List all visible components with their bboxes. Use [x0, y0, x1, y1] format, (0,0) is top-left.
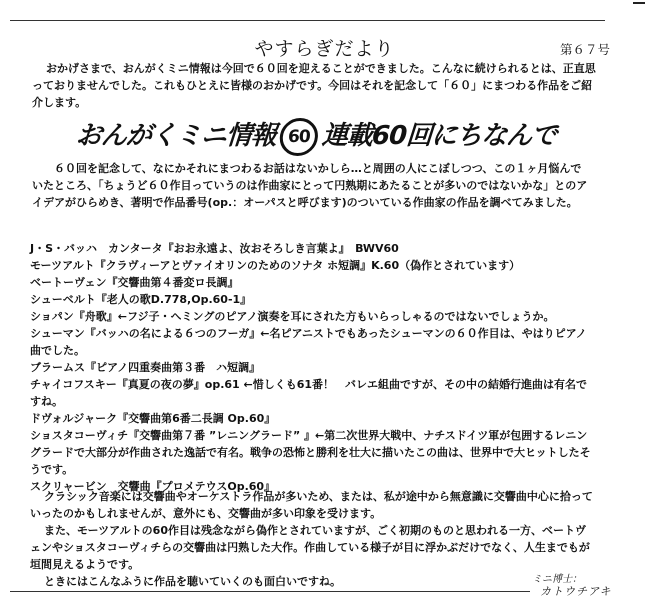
signature-label: ミニ博士： — [532, 574, 582, 585]
closing-paragraph: また、モーツアルトの60作目は残念ながら偽作とされていますが、ごく初期のものと思われる一方、ベートヴェンやショスタコーヴィチらの交響曲は円熟した大作。作曲している様子が目に浮かぶだけでなく、人生までもが垣間見えるようです。 — [30, 524, 590, 571]
corner-mark — [633, 2, 645, 4]
list-item: J・S・バッハ カンタータ『おお永遠よ、汝おそろしき言葉よ』 BWV60 — [30, 242, 399, 255]
headline-part1: おんがくミニ情報 — [74, 121, 277, 151]
list-item: ドヴォルジャーク『交響曲第6番二長調 Op.60』 — [30, 412, 276, 425]
body-paragraph: ６０回を記念して、なにかそれにまつわるお話はないかしら…と周囲の人にこぼしつつ、この１ヶ月悩んでいたところ、「ちょうど６０作目っていうのは作曲家にとって円熟期にあたることが多いのではないかな」とのアイデアがひらめき、著明で作品番号(op.：オーパスと呼びます)のついている作曲家の作品を調べてみました。 — [32, 162, 588, 209]
closing-paragraph: ときにはこんなふうに作品を聴いていくのも面白いですね。 — [44, 575, 341, 588]
list-item: ショスタコーヴィチ『交響曲第７番 ”レニングラード” 』←第二次世界大戦中、ナチスドイツ軍が包囲するレニングラードで大部分が作曲された逸話で有名。戦争の恐怖と勝利を壮大に描いたこの曲は、世界中で大ヒットしたそうです。 — [30, 429, 591, 476]
closing-paragraph: クラシック音楽には交響曲やオーケストラ作品が多いため、または、私が途中から無意識に交響曲中心に拾っていったのかもしれませんが、意外にも、交響曲が多い印象を受けます。 — [30, 490, 593, 520]
list-item: チャイコフスキー『真夏の夜の夢』op.61 ←惜しくも61番！ バレエ組曲ですが、その中の結婚行進曲は有名ですね。 — [30, 378, 588, 408]
top-rule — [10, 20, 605, 21]
closing-section — [30, 488, 595, 590]
bottom-rule — [10, 591, 530, 592]
list-item: ショパン『舟歌』←フジ子・ヘミングのピアノ演奏を耳にされた方もいらっしゃるのではないでしょうか。 — [30, 310, 555, 323]
list-item: シューマン『バッハの名による６つのフーガ』←名ピアニストでもあったシューマンの６０作目は、やはりピアノ曲でした。 — [30, 327, 587, 357]
intro-paragraph: おかげさまで、おんがくミニ情報は今回で６０回を迎えることができました。こんなに続けられるとは、正直思っておりませんでした。これもひとえに皆様のおかげです。今回はそれを記念して「６０」にまつわる作品をご紹介します。 — [32, 62, 596, 109]
headline — [75, 115, 578, 155]
list-item: ブラームス『ピアノ四重奏曲第３番 ハ短調』 — [30, 361, 261, 374]
list-item: スクリャービン 交響曲『プロメテウスOp.60』 — [30, 480, 276, 493]
signature-name: カトウチアキ — [540, 585, 612, 598]
headline-part2: 連載60回にちなんで — [320, 121, 558, 151]
list-item: モーツアルト『クラヴィーアとヴァイオリンのためのソナタ ホ短調』K.60（偽作とされています） — [30, 259, 521, 272]
newsletter-title: やすらぎだより — [254, 38, 395, 60]
list-item: シューベルト『老人の歌D.778,Op.60-1』 — [30, 293, 252, 306]
circled-number: 60 — [279, 118, 320, 156]
list-item: ベートーヴェン『交響曲第４番変ロ長調』 — [30, 276, 239, 289]
works-list — [30, 240, 595, 495]
issue-number: 第６７号 — [560, 42, 611, 57]
